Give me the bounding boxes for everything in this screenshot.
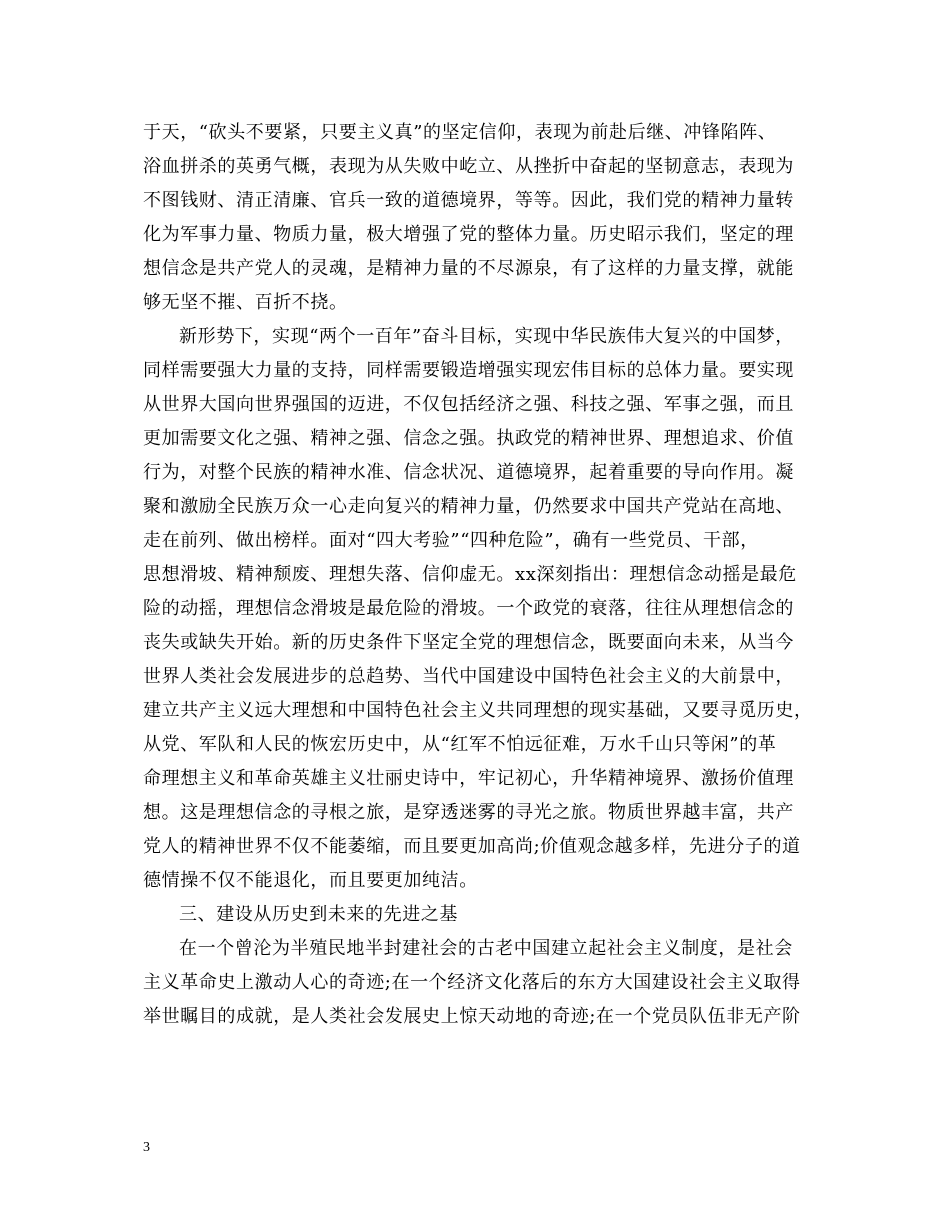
text-line: 举世瞩目的成就，是人类社会发展史上惊天动地的奇迹;在一个党员队伍非无产阶 [143,1006,801,1027]
text-line: 行为，对整个民族的精神水准、信念状况、道德境界，起着重要的导向作用。凝 [143,462,794,483]
text-line: 主义革命史上激动人心的奇迹;在一个经济文化落后的东方大国建设社会主义取得 [143,972,801,993]
paragraph-start-line: 在一个曾沦为半殖民地半封建社会的古老中国建立起社会主义制度，是社会 [179,938,793,959]
text-line: 同样需要强大力量的支持，同样需要锻造增强实现宏伟目标的总体力量。要实现 [143,360,794,381]
text-line: 走在前列、做出榜样。面对“四大考验”“四种危险”，确有一些党员、干部， [143,530,759,551]
text-line: 够无坚不摧、百折不挠。 [143,292,348,313]
paragraph-start-line: 新形势下，实现“两个一百年”奋斗目标，实现中华民族伟大复兴的中国梦， [179,326,794,347]
text-line: 命理想主义和革命英雄主义壮丽史诗中，牢记初心，升华精神境界、激扬价值理 [143,768,794,789]
text-line: 险的动摇，理想信念滑坡是最危险的滑坡。一个政党的衰落，往往从理想信念的 [143,598,794,619]
text-line: 从党、军队和人民的恢宏历史中，从“红军不怕远征难，万水千山只等闲”的革 [143,734,777,755]
text-line: 德情操不仅不能退化，而且要更加纯洁。 [143,870,478,891]
text-line: 思想滑坡、精神颓废、理想失落、信仰虚无。xx深刻指出：理想信念动摇是最危 [143,564,797,585]
text-line: 丧失或缺失开始。新的历史条件下坚定全党的理想信念，既要面向未来，从当今 [143,632,794,653]
text-line: 世界人类社会发展进步的总趋势、当代中国建设中国特色社会主义的大前景中， [143,666,794,687]
text-line: 党人的精神世界不仅不能萎缩，而且要更加高尚;价值观念越多样，先进分子的道 [143,836,801,857]
text-line: 浴血拼杀的英勇气概，表现为从失败中屹立、从挫折中奋起的坚韧意志，表现为 [143,156,794,177]
text-line: 化为军事力量、物质力量，极大增强了党的整体力量。历史昭示我们，坚定的理 [143,224,794,245]
page-number: 3 [143,1140,150,1155]
section-heading: 三、建设从历史到未来的先进之基 [179,904,458,925]
text-line: 更加需要文化之强、精神之强、信念之强。执政党的精神世界、理想追求、价值 [143,428,794,449]
body-text [143,116,823,1034]
text-line: 想。这是理想信念的寻根之旅，是穿透迷雾的寻光之旅。物质世界越丰富，共产 [143,802,794,823]
text-line: 于天，“砍头不要紧，只要主义真”的坚定信仰，表现为前赴后继、冲锋陷阵、 [143,122,777,143]
text-line: 建立共产主义远大理想和中国特色社会主义共同理想的现实基础，又要寻觅历史， [143,700,813,721]
text-line: 聚和激励全民族万众一心走向复兴的精神力量，仍然要求中国共产党站在高地、 [143,496,794,517]
text-line: 从世界大国向世界强国的迈进，不仅包括经济之强、科技之强、军事之强，而且 [143,394,794,415]
text-line: 想信念是共产党人的灵魂，是精神力量的不尽源泉，有了这样的力量支撑，就能 [143,258,794,279]
text-line: 不图钱财、清正清廉、官兵一致的道德境界，等等。因此，我们党的精神力量转 [143,190,794,211]
